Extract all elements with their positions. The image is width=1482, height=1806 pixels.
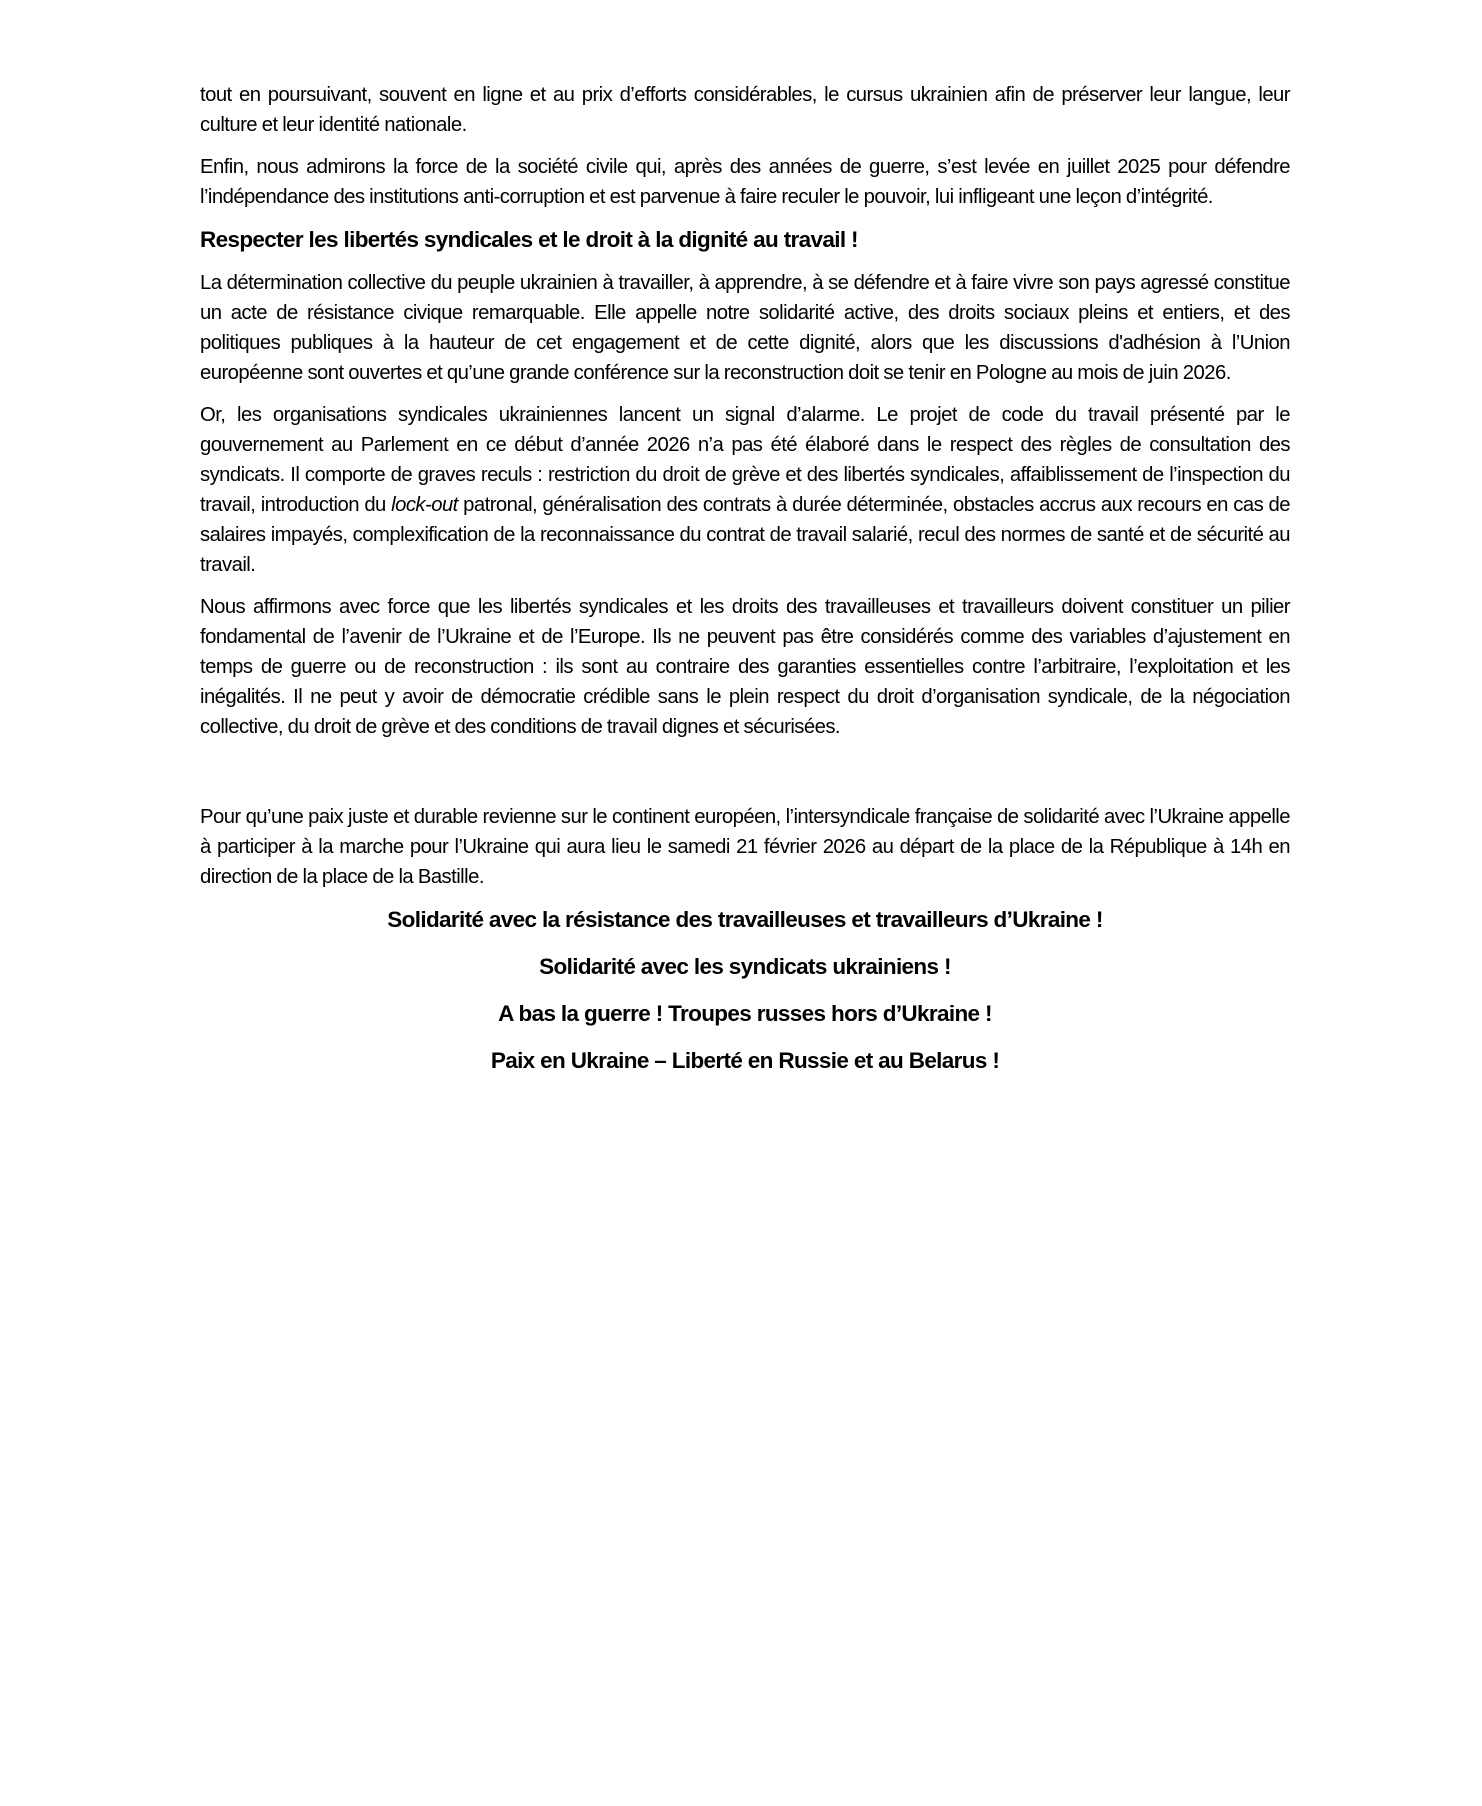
paragraph-determination: La détermination collective du peuple ukrainien à travailler, à apprendre, à se défendre et à faire vivre son pays agressé constitue un acte de résistance civique remarquable. Elle appelle notre solidarité active, des droits sociaux pleins et entiers, et des politiques publiques à la hauteur de cet engagement et de cette dignité, alors que les discussions d'adhésion à l’Union européenne sont ouvertes et qu’une grande conférence sur la reconstruction doit se tenir en Pologne au mois de juin 2026.	[200, 272, 1290, 384]
paragraph-labour-code	[200, 400, 1290, 580]
slogan-peace-freedom: Paix en Ukraine – Liberté en Russie et au Belarus !	[490, 1048, 1000, 1073]
document-page	[200, 80, 1290, 1092]
paragraph-civil-society: Enfin, nous admirons la force de la société civile qui, après des années de guerre, s’est levée en juillet 2025 pour défendre l’indépendance des institutions anti-corruption et est parvenue à faire reculer le pouvoir, lui infligeant une leçon d’intégrité.	[200, 156, 1290, 208]
paragraph-cursus: tout en poursuivant, souvent en ligne et au prix d’efforts considérables, le cursus ukrainien afin de préserver leur langue, leur culture et leur identité nationale.	[200, 84, 1290, 136]
slogan-down-with-war: A bas la guerre ! Troupes russes hors d’Ukraine !	[498, 1001, 992, 1026]
labour-code-text-after: patronal, généralisation des contrats à durée déterminée, obstacles accrus aux recours en cas de salaires impayés, complexification de la reconnaissance du contrat de travail salarié, recul des normes de santé et de sécurité au travail.	[200, 494, 1290, 576]
slogan-workers-solidarity: Solidarité avec la résistance des travailleuses et travailleurs d’Ukraine !	[387, 907, 1103, 932]
section-heading: Respecter les libertés syndicales et le droit à la dignité au travail !	[200, 227, 858, 252]
lock-out-term: lock-out	[391, 494, 458, 516]
paragraph-union-freedoms: Nous affirmons avec force que les libertés syndicales et les droits des travailleuses et travailleurs doivent constituer un pilier fondamental de l’avenir de l’Ukraine et de l’Europe. Ils ne peuvent pas être considérés comme des variables d’ajustement en temps de guerre ou de reconstruction : ils sont au contraire des garanties essentielles contre l’arbitraire, l’exploitation et les inégalités. Il ne peut y avoir de démocratie crédible sans le plein respect du droit d’organisation syndicale, de la négociation collective, du droit de grève et des conditions de travail dignes et sécurisées.	[200, 596, 1290, 738]
slogans-block	[200, 904, 1290, 1077]
paragraph-gap	[200, 754, 1290, 802]
paragraph-march-call: Pour qu’une paix juste et durable revienne sur le continent européen, l’intersyndicale française de solidarité avec l’Ukraine appelle à participer à la marche pour l’Ukraine qui aura lieu le samedi 21 février 2026 au départ de la place de la République à 14h en direction de la place de la Bastille.	[200, 806, 1290, 888]
labour-code-text-before: Or, les organisations syndicales ukrainiennes lancent un signal d’alarme. Le projet de code du travail présenté par le gouvernement au Parlement en ce début d’année 2026 n’a pas été élaboré dans le respect des règles de consultation des syndicats. Il comporte de graves reculs : restriction du droit de grève et des libertés syndicales, affaiblissement de l’inspection du travail, introduction du	[200, 404, 1290, 516]
slogan-unions-solidarity: Solidarité avec les syndicats ukrainiens !	[539, 954, 951, 979]
